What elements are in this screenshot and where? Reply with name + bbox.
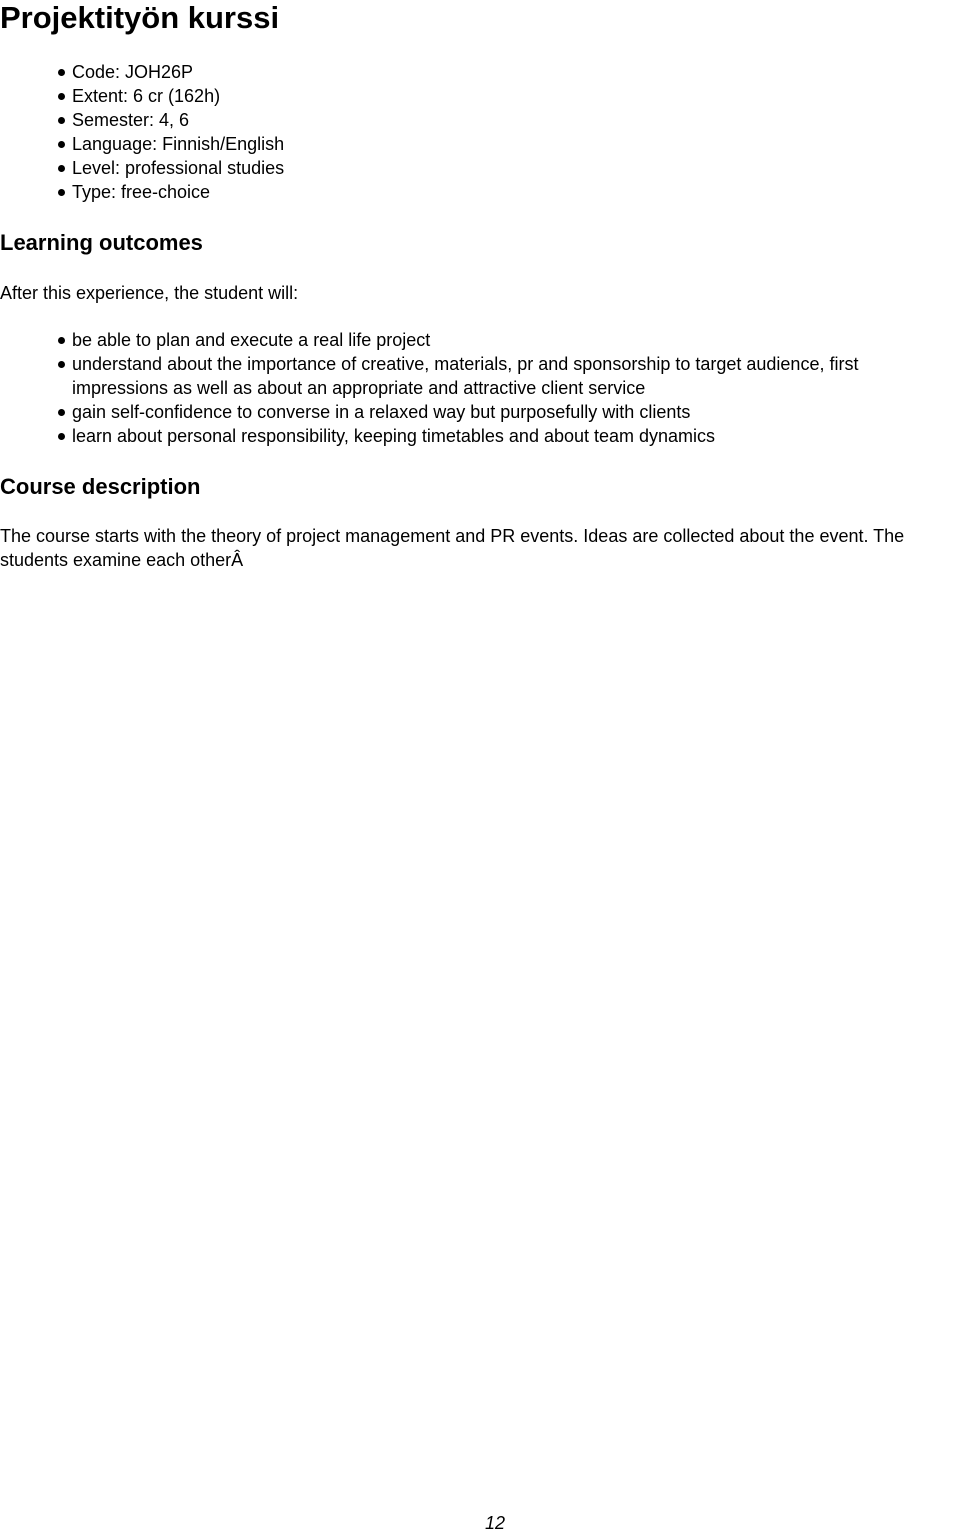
course-description-text: The course starts with the theory of project management and PR events. Ideas are collected about the event. The students examine each otherÂ — [0, 526, 905, 570]
meta-item-text: Code: JOH26P — [72, 62, 194, 82]
meta-item-text: Type: free-choice — [72, 182, 211, 202]
outcome-item — [0, 352, 945, 400]
bullet-icon — [58, 117, 65, 124]
bullet-icon — [58, 93, 65, 100]
outcome-text: gain self-confidence to converse in a relaxed way but purposefully with clients — [72, 402, 691, 422]
learning-outcomes-heading: Learning outcomes — [0, 230, 203, 255]
page-number: 12 — [484, 1513, 506, 1533]
bullet-icon — [58, 337, 65, 344]
meta-item-text: Extent: 6 cr (162h) — [72, 86, 221, 106]
meta-item-semester — [0, 108, 900, 132]
bullet-icon — [58, 361, 65, 368]
outcome-text: learn about personal responsibility, keeping timetables and about team dynamics — [72, 426, 716, 446]
meta-item-level — [0, 156, 900, 180]
meta-item-text: Language: Finnish/English — [72, 134, 285, 154]
outcome-text: be able to plan and execute a real life project — [72, 330, 431, 350]
bullet-icon — [58, 141, 65, 148]
bullet-icon — [58, 165, 65, 172]
outcome-text: understand about the importance of creative, materials, pr and sponsorship to target audience, first impressions as well as about an appropriate and attractive client service — [72, 354, 859, 398]
bullet-icon — [58, 409, 65, 416]
course-description-heading: Course description — [0, 474, 201, 499]
meta-item-text: Level: professional studies — [72, 158, 285, 178]
outcome-item — [0, 400, 945, 424]
meta-item-code — [0, 60, 900, 84]
outcome-item — [0, 424, 945, 448]
outcome-item — [0, 328, 945, 352]
learning-outcomes-list — [0, 328, 945, 448]
meta-item-extent — [0, 84, 900, 108]
bullet-icon — [58, 189, 65, 196]
meta-item-type — [0, 180, 900, 204]
bullet-icon — [58, 433, 65, 440]
bullet-icon — [58, 69, 65, 76]
meta-item-language — [0, 132, 900, 156]
page-title: Projektityön kurssi — [0, 0, 280, 35]
learning-outcomes-intro: After this experience, the student will: — [0, 283, 299, 303]
course-meta-list — [0, 60, 900, 204]
meta-item-text: Semester: 4, 6 — [72, 110, 190, 130]
